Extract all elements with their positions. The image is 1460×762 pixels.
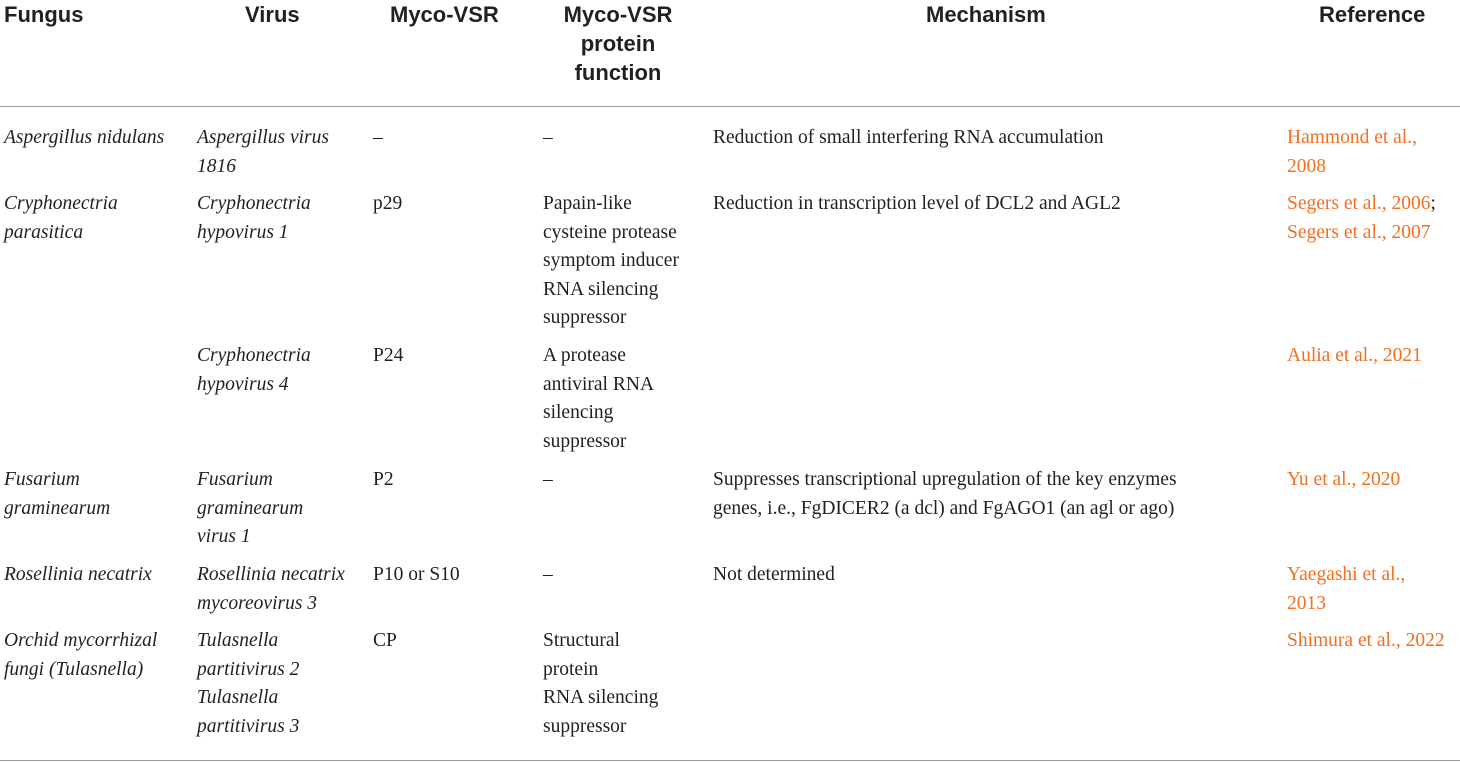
cell-line: P10 or S10: [373, 564, 460, 585]
fungus-cell: [4, 124, 164, 153]
reference-link[interactable]: Yaegashi et al.,: [1287, 564, 1406, 585]
cell-line: parasitica: [4, 221, 84, 243]
reference-cell[interactable]: [1287, 190, 1436, 247]
function-cell: [543, 466, 553, 495]
header-function-line: Myco-VSR: [563, 2, 673, 27]
reference-link[interactable]: Segers et al., 2007: [1287, 221, 1431, 243]
cell-line: hypovirus 4: [197, 373, 289, 395]
cell-line: Tulasnella: [197, 630, 279, 651]
cell-line: p29: [373, 193, 403, 214]
fungus-cell: [4, 627, 157, 684]
cell-line: P24: [373, 345, 404, 366]
virus-cell: [197, 561, 345, 618]
cell-line: partitivirus 2: [197, 658, 300, 680]
reference-cell[interactable]: [1287, 124, 1417, 181]
cell-line: virus 1: [197, 526, 251, 548]
cell-line: Suppresses transcriptional upregulation of the key enzymes: [713, 469, 1177, 490]
cell-line: Not determined: [713, 564, 835, 585]
cell-line: suppressor: [543, 307, 627, 329]
cell-line: Cryphonectria: [197, 193, 311, 214]
cell-line: Fusarium: [197, 469, 273, 490]
cell-line: graminearum: [4, 497, 111, 519]
reference-link[interactable]: Hammond et al.,: [1287, 127, 1417, 148]
fungus-cell: [4, 466, 110, 523]
cell-line: Reduction of small interfering RNA accumulation: [713, 127, 1104, 148]
cell-line: symptom inducer: [543, 250, 679, 272]
header-mechanism: Mechanism: [926, 2, 1046, 27]
function-cell: [543, 190, 679, 333]
vsr-cell: [373, 124, 383, 153]
reference-cell[interactable]: [1287, 627, 1445, 656]
virus-cell: [197, 124, 329, 181]
cell-line: Fusarium: [4, 469, 80, 490]
function-cell: [543, 627, 658, 741]
fungus-cell: [4, 190, 118, 247]
header-virus: Virus: [245, 2, 300, 27]
cell-line: P2: [373, 469, 394, 490]
header-function-line: function: [574, 60, 662, 85]
cell-line: RNA silencing: [543, 278, 659, 300]
cell-line: Papain-like: [543, 193, 632, 214]
cell-line: hypovirus 1: [197, 221, 289, 243]
header-reference: Reference: [1319, 2, 1426, 27]
function-cell: [543, 124, 553, 153]
cell-line: suppressor: [543, 430, 627, 452]
cell-line: genes, i.e., FgDICER2 (a dcl) and FgAGO1 (an agl or ago): [713, 497, 1175, 519]
header-protein-function: [548, 0, 688, 87]
virus-cell: [197, 342, 311, 399]
cell-line: suppressor: [543, 715, 627, 737]
cell-line: silencing: [543, 402, 614, 424]
cell-line: Cryphonectria: [197, 345, 311, 366]
table-bottom-rule: [0, 760, 1460, 761]
cell-line: –: [543, 127, 553, 148]
vsr-cell: [373, 466, 394, 495]
cell-line: Orchid mycorrhizal: [4, 630, 158, 651]
mechanism-cell: [713, 561, 835, 590]
cell-line: Rosellinia necatrix: [197, 564, 345, 585]
reference-separator: ;: [1430, 193, 1436, 214]
cell-line: mycoreovirus 3: [197, 592, 318, 614]
reference-link[interactable]: Yu et al., 2020: [1287, 469, 1401, 490]
header-fungus: Fungus: [4, 2, 84, 27]
cell-line: cysteine protease: [543, 221, 677, 243]
cell-line: –: [543, 564, 553, 585]
reference-cell[interactable]: [1287, 342, 1422, 371]
vsr-cell: [373, 561, 460, 590]
cell-line: Rosellinia necatrix: [4, 564, 152, 585]
virus-cell: [197, 466, 303, 552]
cell-line: Tulasnella: [197, 687, 279, 709]
fungus-cell: [4, 561, 152, 590]
cell-line: Structural: [543, 630, 620, 651]
cell-line: Cryphonectria: [4, 193, 118, 214]
cell-line: fungi (Tulasnella): [4, 658, 144, 680]
cell-line: Aspergillus virus: [197, 127, 329, 148]
header-myco-vsr: Myco-VSR: [390, 2, 499, 27]
mechanism-cell: [713, 124, 1103, 153]
reference-link[interactable]: Shimura et al., 2022: [1287, 630, 1445, 651]
reference-line: [1287, 190, 1436, 219]
cell-line: 1816: [197, 155, 236, 177]
function-cell: [543, 342, 654, 456]
function-cell: [543, 561, 553, 590]
cell-line: graminearum: [197, 497, 304, 519]
cell-line: –: [543, 469, 553, 490]
mechanism-cell: [713, 190, 1121, 219]
cell-line: Reduction in transcription level of DCL2 and AGL2: [713, 193, 1121, 214]
reference-link[interactable]: Segers et al., 2006: [1287, 193, 1431, 214]
vsr-cell: [373, 342, 403, 371]
cell-line: A protease: [543, 345, 626, 366]
cell-line: Aspergillus nidulans: [4, 127, 165, 148]
vsr-cell: [373, 627, 397, 656]
virus-cell: [197, 190, 311, 247]
virus-cell: [197, 627, 299, 741]
reference-link[interactable]: 2008: [1287, 155, 1326, 177]
vsr-cell: [373, 190, 402, 219]
reference-link[interactable]: Aulia et al., 2021: [1287, 345, 1422, 366]
cell-line: –: [373, 127, 383, 148]
mechanism-cell: [713, 466, 1177, 523]
cell-line: CP: [373, 630, 397, 651]
cell-line: RNA silencing: [543, 687, 659, 709]
reference-cell[interactable]: [1287, 466, 1400, 495]
reference-link[interactable]: 2013: [1287, 592, 1326, 614]
reference-cell[interactable]: [1287, 561, 1405, 618]
cell-line: protein: [543, 658, 599, 680]
header-rule: [0, 106, 1460, 107]
cell-line: antiviral RNA: [543, 373, 655, 395]
header-function-line: protein: [580, 31, 656, 56]
cell-line: partitivirus 3: [197, 715, 300, 737]
